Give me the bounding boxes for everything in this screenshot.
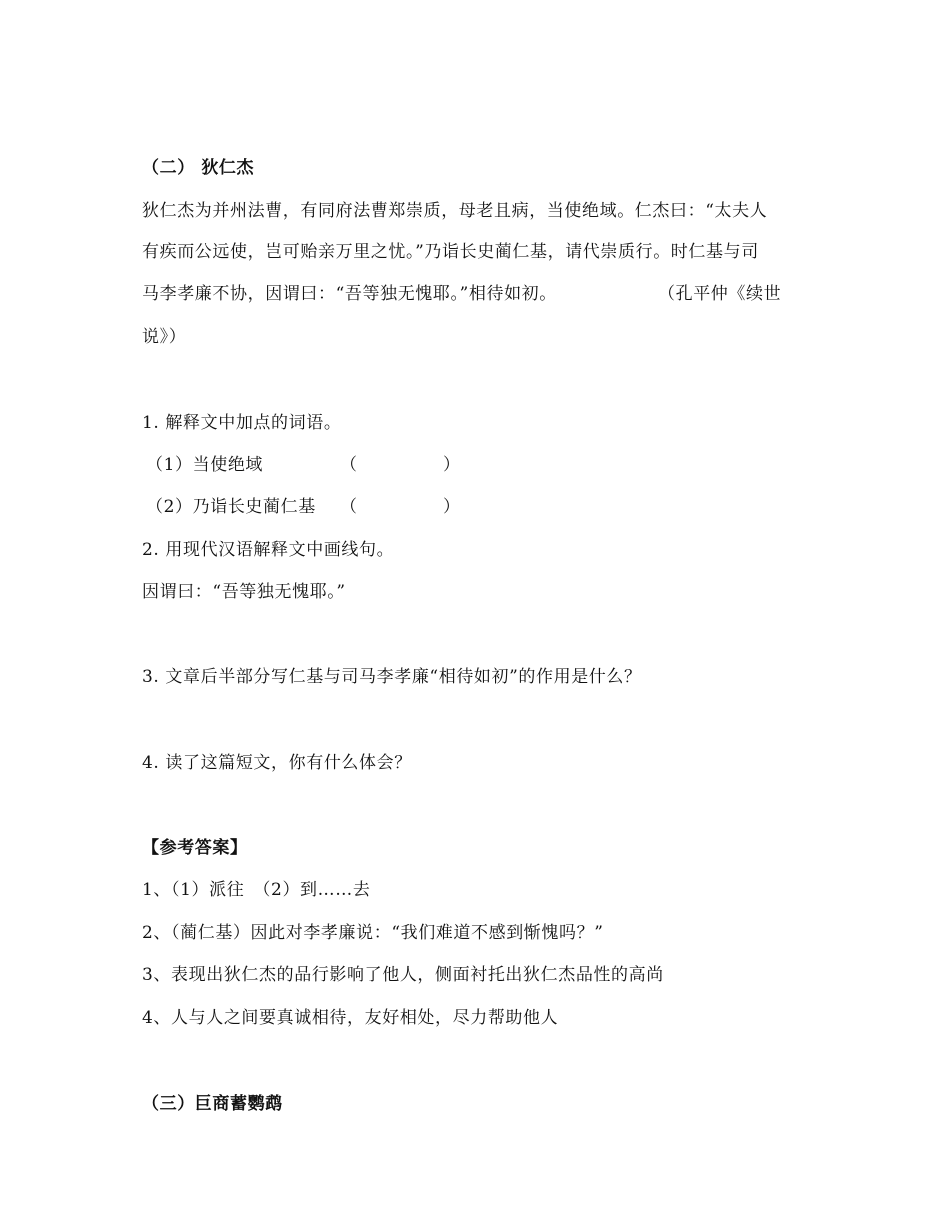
section-heading: （二） 狄仁杰 xyxy=(142,158,255,178)
question-4: 4. 读了这篇短文，你有什么体会？ xyxy=(142,753,412,773)
passage-line: 说》） xyxy=(142,327,187,347)
answer-blank-open: （ xyxy=(340,497,357,517)
section-heading: （三）巨商蓄鹦鹉 xyxy=(142,1094,283,1114)
question-1: 1. 解释文中加点的词语。 xyxy=(142,413,342,433)
answer-item: 3、表现出狄仁杰的品行影响了他人，侧面衬托出狄仁杰品性的高尚 xyxy=(142,965,664,985)
question-2: 2. 用现代汉语解释文中画线句。 xyxy=(142,540,395,560)
answer-blank-open: （ xyxy=(340,455,357,475)
question-1-item: （2）乃诣长史蔺仁基 xyxy=(146,497,316,517)
answer-item: 2、（蔺仁基）因此对李孝廉说：“我们难道不感到惭愧吗？” xyxy=(142,923,604,943)
passage-line: 有疾而公远使，岂可贻亲万里之忧。”乃诣长史蔺仁基，请代崇质行。时仁基与司 xyxy=(142,242,759,262)
question-3: 3. 文章后半部分写仁基与司马李孝廉“相待如初”的作用是什么？ xyxy=(142,667,642,687)
answer-item: 4、人与人之间要真诚相待，友好相处，尽力帮助他人 xyxy=(142,1008,559,1028)
passage-line: 马李孝廉不协，因谓曰：“吾等独无愧耶。”相待如初。 xyxy=(142,284,557,304)
answer-blank-close: ） xyxy=(443,455,460,475)
answer-blank-close: ） xyxy=(443,497,460,517)
passage-line: 狄仁杰为并州法曹，有同府法曹郑崇质，母老且病，当使绝域。仁杰曰：“太夫人 xyxy=(142,201,768,221)
question-1-item: （1）当使绝域 xyxy=(146,455,264,475)
answer-item: 1、（1）派往 （2）到……去 xyxy=(142,880,371,900)
question-2-sentence: 因谓曰：“吾等独无愧耶。” xyxy=(142,582,346,602)
answers-heading: 【参考答案】 xyxy=(142,838,248,858)
passage-source: （孔平仲《续世 xyxy=(658,284,782,304)
